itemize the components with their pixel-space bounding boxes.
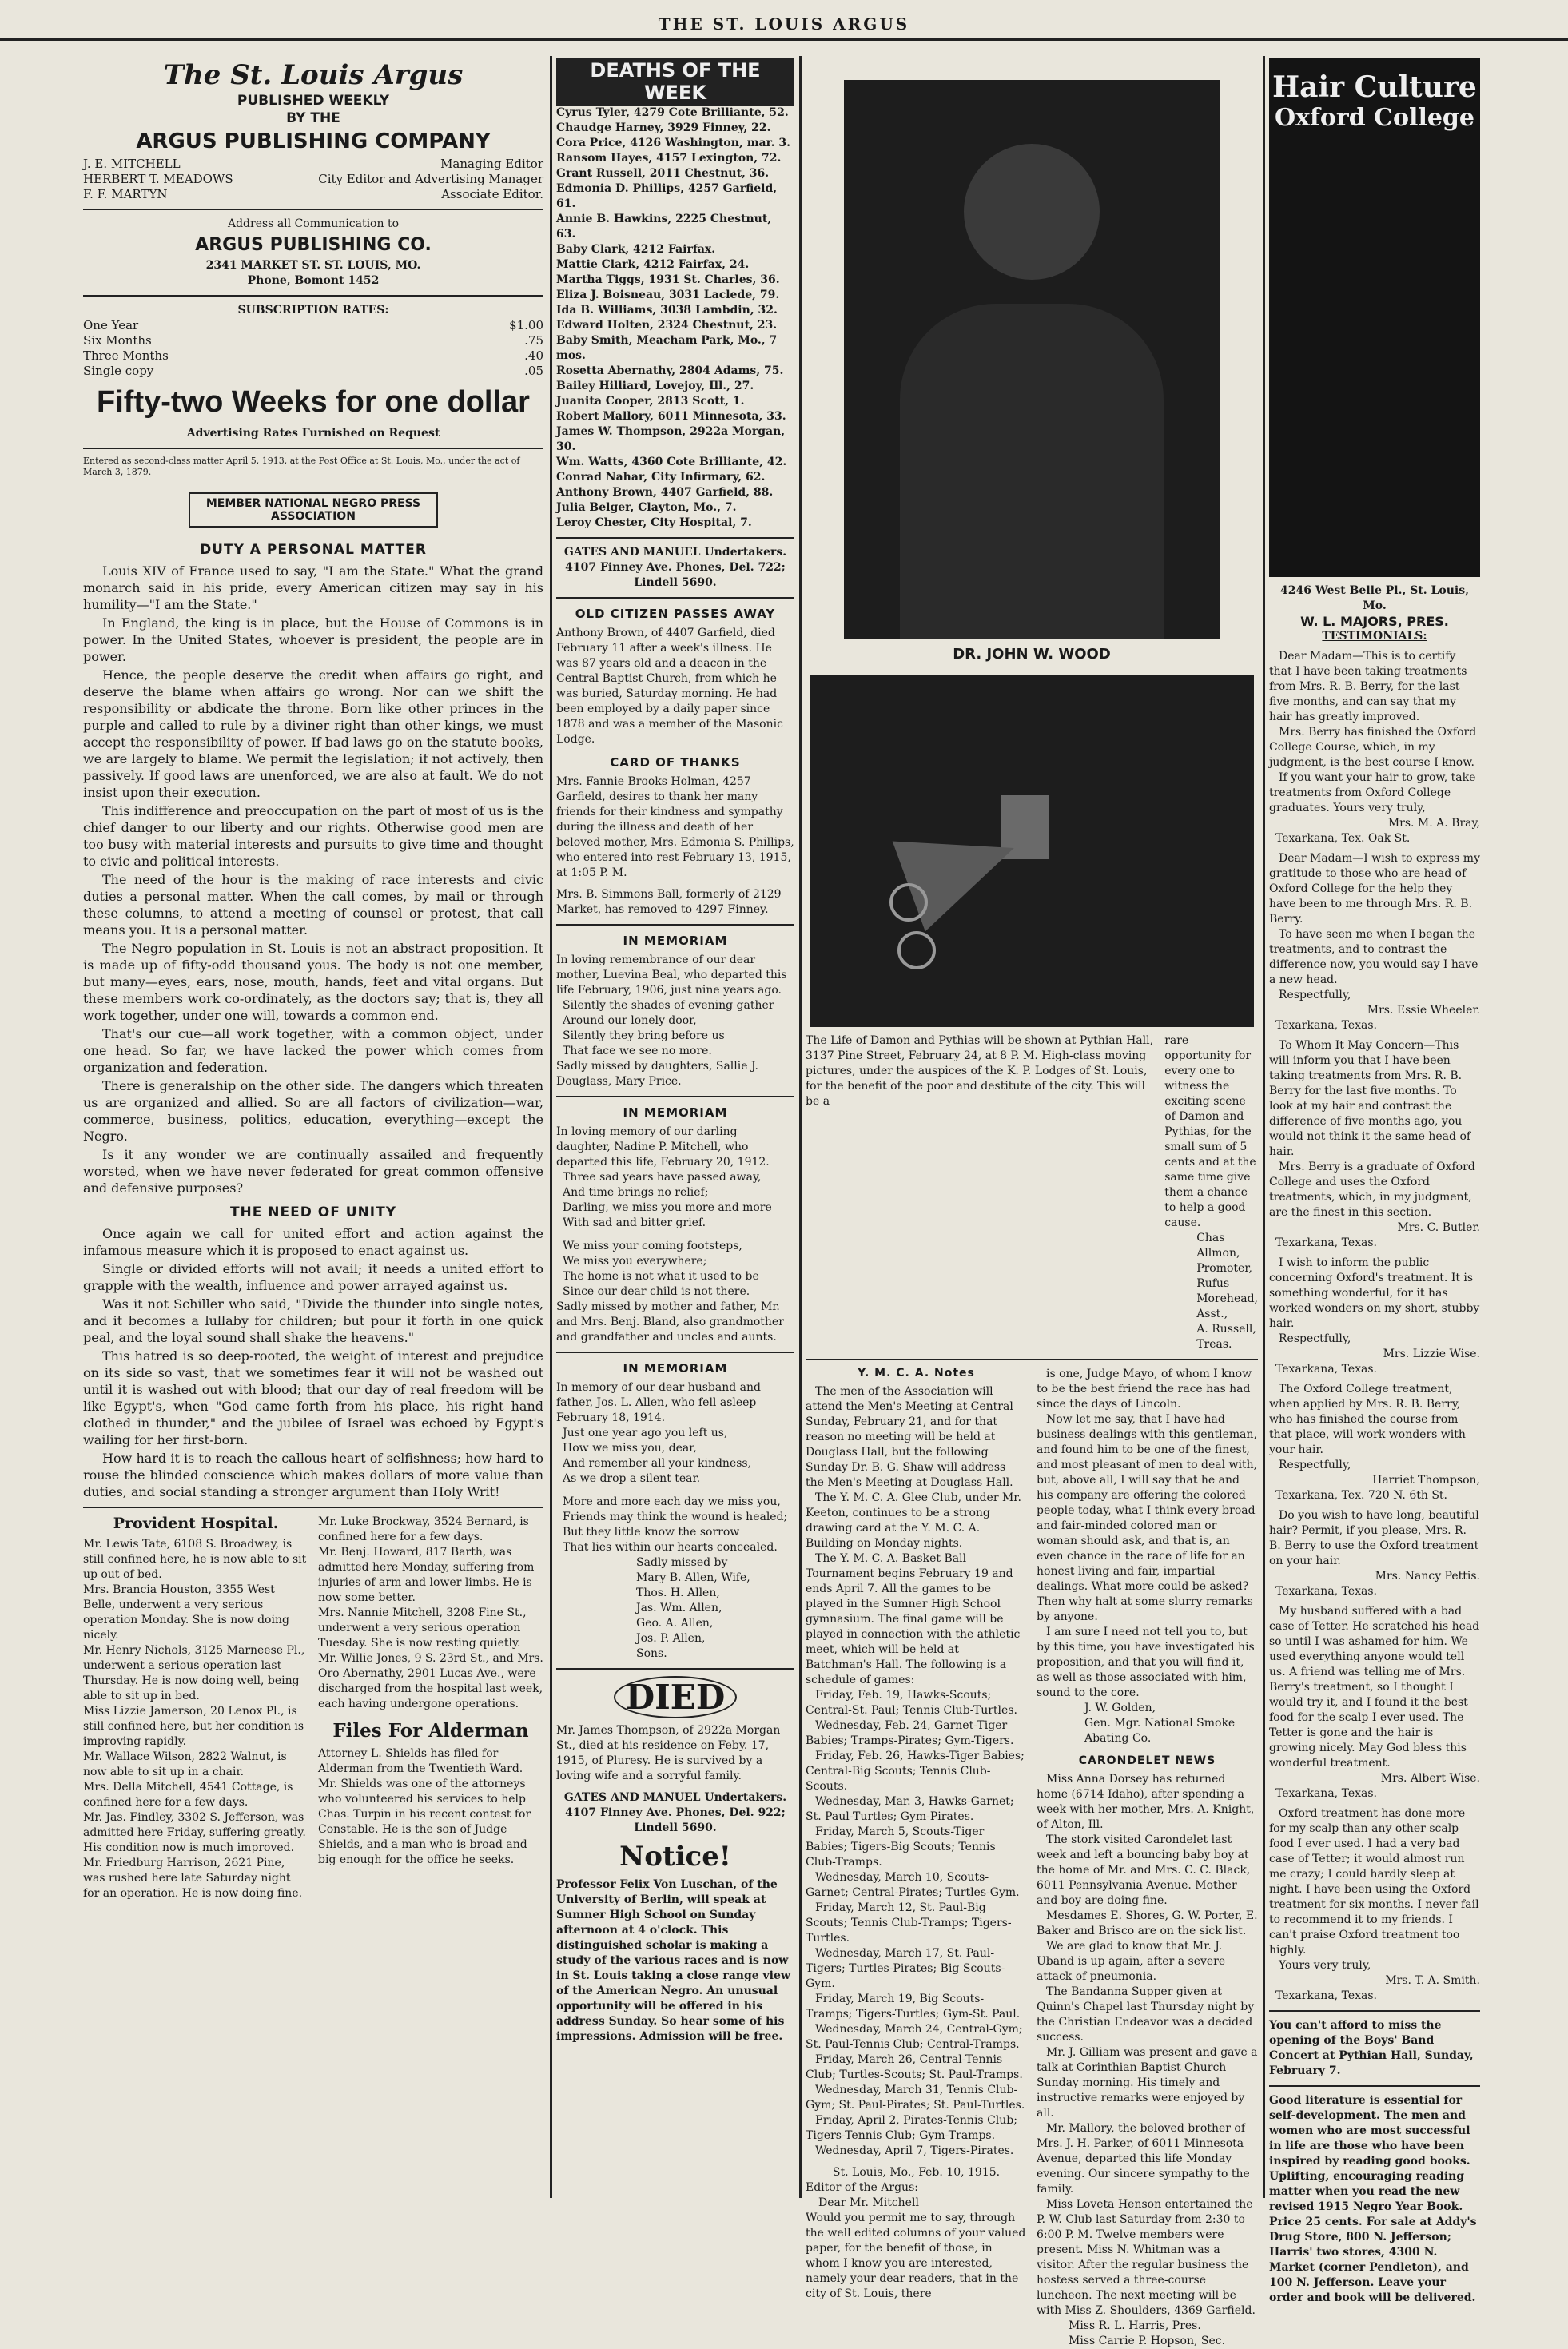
verse-line: Just one year ago you left us, — [563, 1427, 728, 1439]
testimonial-text: If you want your hair to grow, take treatments from Oxford College graduates. Yours very truly, — [1269, 771, 1476, 814]
death-entry: Edmonia D. Phillips, 4257 Garfield, 61. — [556, 182, 778, 210]
testimonials-list — [1269, 649, 1480, 2004]
old-citizen-title: OLD CITIZEN PASSES AWAY — [575, 607, 776, 621]
rate-row — [83, 364, 543, 379]
testimonial-text: My husband suffered with a bad case of Tetter. He scratched his head so until I was ashamed for him. We used everything anyone would tell us. A friend was telling me of Mrs. Berry's treatment, so I thought I would try it, and I found it the best food for the scalp I ever used. The Tetter is gone and the hair is growing nicely. May God bless this wonderful treatment. — [1269, 1605, 1480, 1770]
testimonial-place: Texarkana, Tex. 720 N. 6th St. — [1275, 1489, 1447, 1502]
verse-line — [556, 1231, 794, 1239]
ymca-paragraph: Wednesday, March 31, Tennis Club-Gym; St. Paul-Pirates; St. Paul-Turtles. — [806, 2084, 1025, 2112]
staff-name: F. F. MARTYN — [83, 187, 168, 201]
death-entry: Anthony Brown, 4407 Garfield, 88. — [556, 486, 774, 499]
address-street: 2341 MARKET ST. ST. LOUIS, MO. — [205, 259, 421, 272]
carondelet-sign — [1037, 2319, 1258, 2349]
rate-price: .40 — [524, 348, 543, 363]
staff-row — [83, 157, 543, 172]
masthead-company: ARGUS PUBLISHING COMPANY — [136, 129, 491, 153]
rate-label: One Year — [83, 318, 139, 332]
staff-row — [83, 187, 543, 202]
testimonial-text: To Whom It May Concern—This will inform you that I have been taking treatments from Mrs. R. B. Berry for the last five months. To look at my hair and contrast the difference of five months ago, you would not think it the same head of hair. — [1269, 1039, 1471, 1158]
death-entry: Cyrus Tyler, 4279 Cote Brilliante, 52. — [556, 106, 789, 119]
testimonial-text: Dear Madam—I wish to express my gratitude to those who are head of Oxford College for the help they have been to me through Mrs. R. B. Berry. — [1269, 852, 1480, 926]
verse-line: Since our dear child is not there. — [563, 1285, 750, 1298]
paragraph: This indifference and preoccupation on the part of most of us is the chief danger to our liberty and our rights. Otherwise good men are too busy with material interests and pursuits to give time and thought to civic and political interests. — [83, 803, 543, 869]
paragraph: In England, the king is in place, but the House of Commons is in power. In the United States, whoever is president, the people are in power. — [83, 615, 543, 664]
portrait-caption: DR. JOHN W. WOOD — [953, 646, 1111, 663]
memoriam-title: IN MEMORIAM — [623, 934, 728, 948]
staff-role: City Editor and Advertising Manager — [318, 172, 543, 186]
hospital-item: Mr. Benj. Howard, 817 Barth, was admitted here Monday, suffering from injuries of arm and lower limbs. He is now some better. — [318, 1546, 535, 1604]
news-paragraph: Mesdames E. Shores, G. W. Porter, E. Baker and Brisco are on the sick list. — [1037, 1909, 1258, 1937]
memoriam-sign — [556, 1555, 794, 1662]
ymca-paragraph: Wednesday, Mar. 3, Hawks-Garnet; St. Paul-Turtles; Gym-Pirates. — [806, 1795, 1014, 1823]
testimonial-place: Texarkana, Tex. Oak St. — [1275, 832, 1411, 845]
verse-line: With sad and bitter grief. — [563, 1216, 706, 1229]
death-entry: Robert Mallory, 6011 Minnesota, 33. — [556, 410, 786, 423]
rate-row — [83, 318, 543, 333]
divider — [556, 1096, 794, 1097]
letter-paragraph: I am sure I need not tell you to, but by this time, you have investigated his proposition, and that you will find it, as well as those associated with him, sound to the core. — [1037, 1626, 1255, 1699]
alderman-title: Files For Alderman — [332, 1720, 529, 1742]
verse-line: We miss your coming footsteps, — [563, 1240, 742, 1252]
masthead — [83, 59, 543, 528]
address-company: ARGUS PUBLISHING CO. — [195, 235, 432, 255]
verse-line: We miss you everywhere; — [563, 1255, 707, 1268]
staff-name: J. E. MITCHELL — [83, 157, 181, 171]
paragraph: How hard it is to reach the callous heart of selfishness; how hard to rouse the blinded conscience which makes dollars of more value than duties, and social standing a stronger argument than Holy Writ! — [83, 1451, 543, 1499]
verse-line: Friends may think the wound is healed; — [563, 1511, 788, 1523]
hair-culture-title: Hair Culture — [1272, 70, 1477, 104]
sign-line: Sons. — [636, 1647, 667, 1660]
memoriam-verse — [556, 1426, 794, 1555]
paragraph: Louis XIV of France used to say, "I am the State." What the grand monarch said in his pride, every American citizen may say in his humility—"I am the State." — [83, 563, 543, 612]
divider — [1269, 2010, 1480, 2012]
address-line: Address all Communication to — [227, 217, 400, 230]
death-entry: Julia Belger, Clayton, Mo., 7. — [556, 501, 737, 514]
ymca-paragraph: Wednesday, April 7, Tigers-Pirates. — [815, 2144, 1014, 2157]
memoriam-title: IN MEMORIAM — [623, 1361, 728, 1376]
removal-notice: Mrs. B. Simmons Ball, formerly of 2129 Market, has removed to 4297 Finney. — [556, 888, 782, 916]
address-phone: Phone, Bomont 1452 — [247, 274, 380, 287]
verse-line: Darling, we miss you more and more — [563, 1201, 772, 1214]
sign-line: Jos. P. Allen, — [636, 1632, 706, 1645]
testimonial-text: To have seen me when I began the treatments, and to contrast the difference now, you would say I have a new head. — [1269, 928, 1478, 986]
divider — [1269, 2085, 1480, 2087]
rate-price: .05 — [524, 364, 543, 378]
testimonial — [1269, 1038, 1480, 1251]
letter-paragraph: Now let me say, that I have had business dealings with this gentleman, and found him to be one of the finest, and most pleasant of men to deal with, but, above all, I will say that he and his company are offering the colored people today, what I think every broad and fair-minded colored man or woman should ask, and that is, an even chance in the race of life for an honest living and fair, impartial dealings. What more could be asked? Then why halt at some slurry remarks by anyone. — [1037, 1413, 1258, 1623]
ymca-and-letter — [806, 1367, 1258, 2349]
testimonial-sign: Mrs. Albert Wise. — [1380, 1772, 1480, 1785]
testimonial-place: Texarkana, Texas. — [1275, 1019, 1377, 1032]
hospital-item: Mr. Friedburg Harrison, 2621 Pine, was rushed here late Saturday night for an operation. He is now doing fine. — [83, 1857, 303, 1900]
testimonial-text: Dear Madam—This is to certify that I have been taking treatments from Mrs. R. B. Berry, for the last five months, and can say that my hair has greatly improved. — [1269, 650, 1467, 723]
hospital-item: Mr. Luke Brockway, 3524 Bernard, is confined here for a few days. — [318, 1515, 529, 1543]
letter-paragraph: is one, Judge Mayo, of whom I know to be the best friend the race has had since the days of Lincoln. — [1037, 1368, 1252, 1411]
notices-column — [556, 58, 794, 2200]
memoriam-sign: Sadly missed by mother and father, Mr. and Mrs. Benj. Bland, also grandmother and grandfather and uncles and aunts. — [556, 1300, 784, 1344]
rates-title: SUBSCRIPTION RATES: — [237, 304, 389, 317]
sign-line: J. W. Golden, — [1084, 1702, 1156, 1714]
ymca-paragraph: The men of the Association will attend the Men's Meeting at Central Sunday, February 21, and for that reason no meeting will be held at Douglass Hall, but the following Sunday Dr. B. G. Shaw will address the Men's Meeting at Douglass Hall. — [806, 1385, 1013, 1489]
memoriam-title: IN MEMORIAM — [623, 1105, 728, 1120]
masthead-title: The St. Louis Argus — [163, 59, 464, 91]
letter-date: St. Louis, Mo., Feb. 10, 1915. — [832, 2166, 1001, 2179]
ymca-paragraph: Friday, Feb. 26, Hawks-Tiger Babies; Central-Big Scouts; Tennis Club-Scouts. — [806, 1750, 1025, 1793]
divider — [806, 1359, 1258, 1360]
film-scene-image — [810, 675, 1254, 1027]
undertaker-ad: GATES AND MANUEL Undertakers. 4107 Finney Ave. Phones, Del. 722; Lindell 5690. — [563, 546, 787, 589]
verse-line: How we miss you, dear, — [563, 1442, 697, 1455]
staff-role: Managing Editor — [440, 157, 543, 171]
rate-label: Single copy — [83, 364, 154, 378]
death-entry: Martha Tiggs, 1931 St. Charles, 36. — [556, 273, 780, 286]
hospital-left — [83, 1515, 308, 1901]
divider — [556, 597, 794, 599]
memoriam-sign: Sadly missed by daughters, Sallie J. Douglass, Mary Price. — [556, 1060, 758, 1088]
verse-line: Silently they bring before us — [563, 1029, 725, 1042]
paragraph: Is it any wonder we are continually assailed and frequently worsted, when we have never federated for great common offensive and defensive purposes? — [83, 1147, 543, 1196]
testimonial-text: Respectfully, — [1279, 1459, 1351, 1471]
hair-culture-column — [1269, 58, 1480, 2304]
testimonials-title: TESTIMONIALS: — [1322, 630, 1427, 643]
divider — [556, 924, 794, 926]
testimonial-place: Texarkana, Texas. — [1275, 1585, 1377, 1598]
ymca-paragraph: Wednesday, March 17, St. Paul-Tigers; Turtles-Pirates; Big Scouts-Gym. — [806, 1947, 1005, 1990]
died-text: Mr. James Thompson, of 2922a Morgan St., died at his residence on Feby. 17, 1915, of Pluresy. He is survived by a loving wife and a sorryful family. — [556, 1724, 781, 1782]
death-entry: Cora Price, 4126 Washington, mar. 3. — [556, 137, 791, 149]
rate-price: $1.00 — [509, 318, 543, 332]
notice-heading: Notice! — [619, 1841, 731, 1873]
carondelet-title: CARONDELET NEWS — [1078, 1754, 1216, 1767]
letter-text: Would you permit me to say, through the well edited columns of your valued paper, for the benefit of those, in whom I know you are interested, namely your dear readers, that in the city of St. Louis, there — [806, 2212, 1026, 2300]
unity-article — [83, 1204, 543, 1500]
oxford-college-title: Oxford College — [1275, 104, 1474, 132]
subscription-slogan: Fifty-two Weeks for one dollar — [97, 385, 530, 419]
ymca-paragraph: Friday, March 19, Big Scouts-Tramps; Tigers-Turtles; Gym-St. Paul. — [806, 1993, 1021, 2021]
death-entry: Ida B. Williams, 3038 Lambdin, 32. — [556, 304, 778, 317]
hospital-item: Mr. Jas. Findley, 3302 S. Jefferson, was admitted here Friday, suffering greatly. His condition now is much improved. — [83, 1811, 306, 1854]
testimonial-sign: Mrs. Essie Wheeler. — [1367, 1004, 1480, 1017]
article-title: DUTY A PERSONAL MATTER — [200, 542, 427, 558]
paragraph: The need of the hour is the making of race interests and civic duties a personal matter. When the call comes, by mail or through these columns, to attend a meeting of counsel or protest, that call means you. It is a personal matter. — [83, 872, 543, 938]
death-entry: Mattie Clark, 4212 Fairfax, 24. — [556, 258, 750, 271]
sign-line: Miss R. L. Harris, Pres. — [1069, 2319, 1201, 2332]
undertaker-ad: GATES AND MANUEL Undertakers. 4107 Finney Ave. Phones, Del. 922; Lindell 5690. — [563, 1791, 787, 1834]
news-paragraph: Miss Loveta Henson entertained the P. W. Club last Saturday from 2:30 to 6:00 P. M. Twelve members were present. Miss N. Whitman was a visitor. After the regular business the hostess served a three-course luncheon. The next meeting will be with Miss Z. Shoulders, 4369 Garfield. — [1037, 2198, 1256, 2317]
verse-line: But they little know the sorrow — [563, 1526, 740, 1539]
news-paragraph: Miss Anna Dorsey has returned home (6714 Idaho), after spending a week with her mother, Mrs. A. Knight, of Alton, Ill. — [1037, 1773, 1255, 1831]
ymca-paragraph: The Y. M. C. A. Glee Club, under Mr. Keeton, continues to be a strong drawing card at the Y. M. C. A. Building on Monday nights. — [806, 1491, 1021, 1550]
sign-line: Miss Carrie P. Hopson, Sec. — [1069, 2335, 1226, 2347]
death-entry: Annie B. Hawkins, 2225 Chestnut, 63. — [556, 213, 772, 241]
hospital-item: Mrs. Della Mitchell, 4541 Cottage, is confined here for a few days. — [83, 1781, 293, 1809]
divider — [556, 537, 794, 539]
testimonial — [1269, 851, 1480, 1033]
divider — [556, 1352, 794, 1353]
hospital-item: Mrs. Nannie Mitchell, 3208 Fine St., underwent a very serious operation Tuesday. She is now resting quietly. — [318, 1606, 527, 1650]
portrait-photo — [844, 80, 1220, 639]
divider — [83, 295, 543, 297]
ymca-schedule — [806, 1384, 1027, 2159]
hospital-item: Mr. Wallace Wilson, 2822 Walnut, is now able to sit up in a chair. — [83, 1750, 287, 1778]
testimonial — [1269, 1256, 1480, 1377]
sign-line: Sadly missed by — [636, 1556, 728, 1569]
testimonial-sign: Mrs. T. A. Smith. — [1385, 1974, 1480, 1987]
death-entry: James W. Thompson, 2922a Morgan, 30. — [556, 425, 786, 453]
ymca-paragraph: Wednesday, March 24, Central-Gym; St. Paul-Tennis Club; Central-Tramps. — [806, 2023, 1023, 2051]
deaths-title: DEATHS OF THE WEEK — [556, 58, 794, 106]
testimonial-place: Texarkana, Texas. — [1275, 1363, 1377, 1376]
verse-line: Silently the shades of evening gather — [563, 999, 774, 1012]
reel-icon — [889, 883, 928, 922]
testimonial-place: Texarkana, Texas. — [1275, 1236, 1377, 1249]
rate-row — [83, 348, 543, 364]
testimonial-text: Respectfully, — [1279, 1332, 1351, 1345]
paragraph: That's our cue—all work together, with a common object, under one head. So far, we have lacked the power which comes from organization and federation. — [83, 1026, 543, 1075]
rate-label: Three Months — [83, 348, 169, 363]
hair-culture-ad-image — [1269, 58, 1480, 577]
letter-body — [1037, 1367, 1258, 1701]
damon-pythias-notice — [806, 1033, 1258, 1352]
ymca-paragraph: Friday, Feb. 19, Hawks-Scouts; Central-St. Paul; Tennis Club-Turtles. — [806, 1689, 1017, 1717]
sign-line: Abating Co. — [1084, 1732, 1152, 1745]
old-citizen-text: Anthony Brown, of 4407 Garfield, died February 11 after a week's illness. He was 87 years old and a deacon in the Central Baptist Church, from which he was buried, Saturday morning. He had been employed by a daily paper since 1878 and was a member of the Masonic Lodge. — [556, 627, 783, 746]
paragraph: This hatred is so deep-rooted, the weight of interest and prejudice on its side so vast, that we sometimes fear it will not be washed out until it is washed out with blood; that our day of real freedom will be like Egypt's, when "God came forth from his place, his right hand clothed in thunder," and the jubilee of Israel was echoed by Egypt's wailing for her first-born. — [83, 1348, 543, 1447]
hospital-item: Mr. Henry Nichols, 3125 Marneese Pl., underwent a serious operation last Thursday. He is now doing well, being able to sit up in bed. — [83, 1644, 305, 1702]
death-entry: Ransom Hayes, 4157 Lexington, 72. — [556, 152, 782, 165]
staff-role: Associate Editor. — [441, 187, 543, 201]
death-entry: Baby Clark, 4212 Fairfax. — [556, 243, 716, 256]
year-book-ad: Good literature is essential for self-development. The men and women who are most successful in life are those who have been inspired by reading good books. Uplifting, encouraging reading matter when you read the new revised 1915 Negro Year Book. Price 25 cents. For sale at Addy's Drug Store, 800 N. Jefferson; Harris' two stores, 4300 N. Market (corner Pendleton), and 100 N. Jefferson. Leave your order and book will be delivered. — [1269, 2094, 1477, 2304]
ymca-paragraph: Wednesday, Feb. 24, Garnet-Tiger Babies; Tramps-Pirates; Gym-Tigers. — [806, 1719, 1014, 1747]
paragraph: Hence, the people deserve the credit when affairs go right, and deserve the blame when affairs go wrong. Nor can we shift the responsibility or abdicate the throne. Born like other princes in the purple and called to rule by a diviner right than other kings, we must accept the responsibility of power. If bad laws go on the statute books, we are largely to blame. We permit the legislation; if not actively, then passively. If good laws are unenforced, we are also at fault. We do not insist upon their execution. — [83, 667, 543, 800]
damon-sign — [1164, 1231, 1258, 1352]
letter-sign — [1037, 1701, 1258, 1746]
sign-line: Mary B. Allen, Wife, — [636, 1571, 750, 1584]
paragraph: Was it not Schiller who said, "Divide the thunder into single notes, and it becomes a lullaby for children; but pour it forth in one quick peal, and the loyal sound shall shake the heavens." — [83, 1296, 543, 1345]
paragraph: The Negro population in St. Louis is not an abstract proposition. It is made up of fifty-odd thousand yous. The body is not one member, but many—eyes, ears, nose, mouth, hands, feet and vital organs. But these members work co-ordinately, as the doctors say; that is, they all work together, under one will, towards a common end. — [83, 941, 543, 1023]
news-paragraph: The Bandanna Supper given at Quinn's Chapel last Thursday night by the Christian Endeavor was a decided success. — [1037, 1985, 1255, 2044]
sign-line: Chas Allmon, Promoter, — [1196, 1232, 1252, 1275]
verse-line — [556, 1487, 794, 1495]
testimonial-text: Mrs. Berry has finished the Oxford College Course, which, in my judgment, is the best course I know. — [1269, 726, 1477, 769]
ymca-notes — [806, 1367, 1027, 2349]
rate-label: Six Months — [83, 333, 152, 348]
member-box: MEMBER NATIONAL NEGRO PRESS ASSOCIATION — [189, 492, 438, 528]
hospital-section — [83, 1515, 543, 1901]
college-president: W. L. MAJORS, PRES. — [1300, 614, 1449, 629]
thanks-title: CARD OF THANKS — [610, 755, 741, 770]
sign-line: Rufus Morehead, Asst., — [1196, 1277, 1258, 1320]
college-address: 4246 West Belle Pl., St. Louis, Mo. — [1280, 584, 1469, 612]
memoriam-verse — [556, 1170, 794, 1300]
column-rule — [1263, 56, 1265, 2198]
editorial-column — [83, 58, 543, 2200]
paragraph: Single or divided efforts will not avail; it needs a united effort to grapple with the wealth, influence and power arrayed against us. — [83, 1261, 543, 1293]
carondelet-news — [1037, 1772, 1258, 2319]
testimonial-text: Oxford treatment has done more for my scalp than any other scalp food I ever used. I had a very bad case of Tetter; it would almost run me crazy; I could hardly sleep at night. I have been using the Oxford treatment for six months. I never fail to recommend it to my friends. I can't praise Oxford treatment too highly. — [1269, 1807, 1479, 1957]
sign-line: A. Russell, Treas. — [1196, 1323, 1256, 1351]
testimonial-sign: Mrs. Nancy Pettis. — [1375, 1570, 1480, 1583]
masthead-by: BY THE — [286, 110, 340, 126]
rate-price: .75 — [524, 333, 543, 348]
ymca-paragraph: Friday, March 26, Central-Tennis Club; Turtles-Scouts; St. Paul-Tramps. — [806, 2053, 1023, 2081]
letter-and-carondelet — [1037, 1367, 1258, 2349]
column-rule — [550, 56, 552, 2198]
band-concert-notice: You can't afford to miss the opening of the Boys' Band Concert at Pythian Hall, Sunday, February 7. — [1269, 2019, 1474, 2077]
postal-entry-note: Entered as second-class matter April 5, 1913, at the Post Office at St. Louis, Mo., under the act of March 3, 1879. — [83, 456, 520, 477]
death-entry: Bailey Hilliard, Lovejoy, Ill., 27. — [556, 380, 754, 392]
divider — [83, 209, 543, 210]
hospital-item: Mr. Willie Jones, 9 S. 23rd St., and Mrs. Oro Abernathy, 2901 Lucas Ave., were discharged from the hospital last week, each having undergone operations. — [318, 1652, 543, 1710]
testimonial — [1269, 1806, 1480, 2004]
testimonial-text: Respectfully, — [1279, 989, 1351, 1001]
portrait-body — [900, 304, 1164, 639]
staff-row — [83, 172, 543, 187]
ymca-title: Y. M. C. A. Notes — [858, 1367, 975, 1380]
testimonial — [1269, 1382, 1480, 1503]
died-heading: DIED — [614, 1676, 737, 1718]
ymca-paragraph: Friday, April 2, Pirates-Tennis Club; Tigers-Tennis Club; Gym-Tramps. — [806, 2114, 1017, 2142]
testimonial-sign: Mrs. Lizzie Wise. — [1383, 1348, 1480, 1360]
alderman-text: Attorney L. Shields has filed for Alderman from the Twentieth Ward. Mr. Shields was one of the attorneys who volunteered his services to help Chas. Turpin in his recent contest for Constable. He is the son of Judge Shields, and a man who is broad and big enough for the office he seeks. — [318, 1747, 531, 1866]
death-entry: Chaudge Harney, 3929 Finney, 22. — [556, 121, 771, 134]
death-entry: Wm. Watts, 4360 Cote Brilliante, 42. — [556, 456, 787, 468]
running-head: THE ST. LOUIS ARGUS — [0, 14, 1568, 41]
verse-line: And remember all your kindness, — [563, 1457, 752, 1470]
death-entry: Juanita Cooper, 2813 Scott, 1. — [556, 395, 745, 408]
testimonial — [1269, 649, 1480, 846]
news-paragraph: The stork visited Carondelet last week and left a bouncing baby boy at the home of Mr. and Mrs. C. C. Black, 6011 Pennsylvania Avenue. Mother and boy are doing fine. — [1037, 1833, 1251, 1907]
column-rule — [799, 56, 802, 2198]
notice-text: Professor Felix Von Luschan, of the University of Berlin, will speak at Sumner High School on Sunday afternoon at 4 o'clock. This distinguished scholar is making a study of the various races and is now in St. Louis taking a close range view of the American Negro. An unusual opportunity will be offered in his address Sunday. So hear some of his impressions. Admission will be free. — [556, 1878, 790, 2043]
ymca-paragraph: Friday, March 5, Scouts-Tiger Babies; Tigers-Big Scouts; Tennis Club-Tramps. — [806, 1825, 996, 1869]
testimonial — [1269, 1508, 1480, 1599]
death-entry: Rosetta Abernathy, 2804 Adams, 75. — [556, 364, 784, 377]
sign-line: Gen. Mgr. National Smoke — [1084, 1717, 1236, 1730]
memoriam-verse — [556, 998, 794, 1059]
staff-name: HERBERT T. MEADOWS — [83, 172, 233, 186]
duty-article — [83, 542, 543, 1196]
divider — [556, 1668, 794, 1670]
testimonial-place: Texarkana, Texas. — [1275, 1787, 1377, 1800]
verse-line: Around our lonely door, — [563, 1014, 697, 1027]
sign-line: Geo. A. Allen, — [636, 1617, 714, 1630]
memoriam-text: In loving memory of our darling daughter, Nadine P. Mitchell, who departed this life, February 20, 1912. — [556, 1125, 770, 1169]
article-title: THE NEED OF UNITY — [229, 1204, 397, 1220]
death-entry: Leroy Chester, City Hospital, 7. — [556, 516, 752, 529]
damon-right — [1164, 1033, 1258, 1352]
death-entry: Eliza J. Boisneau, 3031 Laclede, 79. — [556, 289, 780, 301]
damon-text: rare opportunity for every one to witness the exciting scene of Damon and Pythias, for the small sum of 5 cents and at the same time give them a chance to help a good cause. — [1164, 1034, 1256, 1229]
hospital-title: Provident Hospital. — [113, 1515, 279, 1532]
death-entry: Grant Russell, 2011 Chestnut, 36. — [556, 167, 770, 180]
verse-line: And time brings no relief; — [563, 1186, 709, 1199]
testimonial-text: I wish to inform the public concerning Oxford's treatment. It is something wonderful, for it has worked wonders on my short, stubby hair. — [1269, 1256, 1480, 1330]
damon-text: The Life of Damon and Pythias will be shown at Pythian Hall, 3137 Pine Street, February 24, at 8 P. M. High-class moving pictures, under the auspices of the K. P. Lodges of St. Louis, for the benefit of the poor and destitute of the city. This will be a — [806, 1034, 1154, 1108]
news-paragraph: We are glad to know that Mr. J. Uband is up again, after a severe attack of pneumonia. — [1037, 1940, 1226, 1983]
rate-row — [83, 333, 543, 348]
verse-line: The home is not what it used to be — [563, 1270, 759, 1283]
testimonial-sign: Mrs. M. A. Bray, — [1387, 817, 1480, 830]
hospital-item: Miss Lizzie Jamerson, 20 Lenox Pl., is still confined here, but her condition is improving rapidly. — [83, 1705, 304, 1748]
advertising-note: Advertising Rates Furnished on Request — [186, 427, 440, 440]
divider — [83, 448, 543, 449]
death-entry: Edward Holten, 2324 Chestnut, 23. — [556, 319, 778, 332]
sign-line: Thos. H. Allen, — [636, 1587, 720, 1599]
center-column — [806, 80, 1258, 2347]
portrait-head — [964, 144, 1100, 280]
verse-line: More and more each day we miss you, — [563, 1495, 781, 1508]
testimonial-text: Do you wish to have long, beautiful hair? Permit, if you please, Mrs. R. B. Berry to use the Oxford treatment on your hair. — [1269, 1509, 1479, 1567]
news-paragraph: Mr. Mallory, the beloved brother of Mrs. J. H. Parker, of 6011 Minnesota Avenue, departed this life Monday evening. Our sincere sympathy to the family. — [1037, 2122, 1250, 2196]
testimonial-text: The Oxford College treatment, when applied by Mrs. R. B. Berry, who has finished the course from that place, will work wonders with your hair. — [1269, 1383, 1466, 1456]
masthead-published: PUBLISHED WEEKLY — [237, 93, 390, 109]
hospital-right — [318, 1515, 543, 1901]
testimonial — [1269, 1604, 1480, 1802]
hospital-item: Mr. Lewis Tate, 6108 S. Broadway, is still confined here, he is now able to sit up out of bed. — [83, 1538, 307, 1581]
paragraph: Once again we call for united effort and action against the infamous measure which it is proposed to enact against us. — [83, 1226, 543, 1258]
testimonial-sign: Harriet Thompson, — [1372, 1474, 1480, 1487]
letter-greeting: Dear Mr. Mitchell — [818, 2196, 919, 2209]
testimonial-text: Mrs. Berry is a graduate of Oxford College and uses the Oxford treatments, which, in my judgment, are the finest in this section. — [1269, 1161, 1475, 1219]
testimonial-text: Yours very truly, — [1279, 1959, 1371, 1972]
verse-line: Three sad years have passed away, — [563, 1171, 762, 1184]
sign-line: Jas. Wm. Allen, — [636, 1602, 722, 1614]
ymca-paragraph: Friday, March 12, St. Paul-Big Scouts; Tennis Club-Tramps; Tigers-Turtles. — [806, 1901, 1012, 1945]
news-paragraph: Mr. J. Gilliam was present and gave a talk at Corinthian Baptist Church Sunday morning. His timely and instructive remarks were enjoyed by all. — [1037, 2046, 1258, 2120]
divider — [83, 1507, 543, 1508]
deaths-list — [556, 106, 794, 531]
hospital-item: Mrs. Brancia Houston, 3355 West Belle, underwent a very serious operation Monday. She is now doing nicely. — [83, 1583, 289, 1642]
verse-line: That lies within our hearts concealed. — [563, 1541, 778, 1554]
verse-line: As we drop a silent tear. — [563, 1472, 701, 1485]
letter-to: Editor of the Argus: — [806, 2181, 918, 2194]
death-entry: Baby Smith, Meacham Park, Mo., 7 mos. — [556, 334, 778, 362]
testimonial-place: Texarkana, Texas. — [1275, 1989, 1377, 2002]
death-entry: Conrad Nahar, City Infirmary, 62. — [556, 471, 766, 484]
memoriam-text: In memory of our dear husband and father, Jos. L. Allen, who fell asleep February 18, 1914. — [556, 1381, 761, 1424]
ymca-paragraph: Wednesday, March 10, Scouts-Garnet; Central-Pirates; Turtles-Gym. — [806, 1871, 1020, 1899]
thanks-text: Mrs. Fannie Brooks Holman, 4257 Garfield, desires to thank her many friends for their kindness and sympathy during the illness and death of her beloved mother, Mrs. Edmonia S. Phillips, who entered into rest February 13, 1915, at 1:05 P. M. — [556, 775, 794, 879]
ymca-paragraph: The Y. M. C. A. Basket Ball Tournament begins February 19 and ends April 7. All the games to be played in the Sumner High School gymnasium. The final game will be played in connection with the athletic meet, which will be held at Batchman's Hall. The following is a schedule of games: — [806, 1552, 1021, 1686]
memoriam-text: In loving remembrance of our dear mother, Luevina Beal, who departed this life February, 1906, just nine years ago. — [556, 954, 787, 997]
paragraph: There is generalship on the other side. The dangers which threaten us are organized and allied. So are all factors of civilization—war, commerce, business, politics, education, everything—except the Negro. — [83, 1078, 543, 1144]
verse-line: That face we see no more. — [563, 1045, 712, 1057]
testimonial-sign: Mrs. C. Butler. — [1397, 1221, 1480, 1234]
reel-icon — [897, 931, 936, 969]
